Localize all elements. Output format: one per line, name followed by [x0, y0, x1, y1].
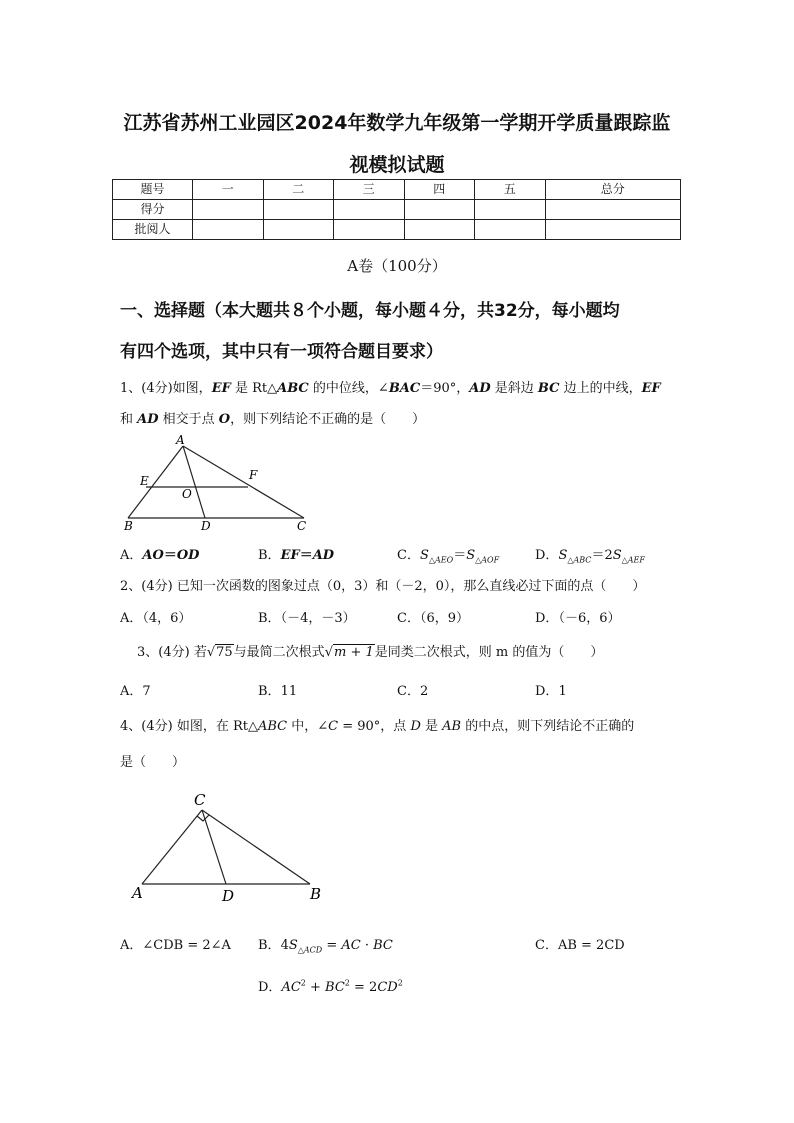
q1-option-c[interactable]: C．$S_{\triangle AEO}=S_{\triangle AOF}$ [397, 548, 500, 565]
score-table [112, 179, 681, 240]
label-d: D [222, 887, 235, 905]
score-cell[interactable] [193, 200, 264, 220]
label-a: A [176, 433, 185, 447]
label-f: F [249, 468, 258, 482]
score-cell[interactable] [404, 220, 475, 240]
q1-option-a[interactable]: A．AO＝OD [120, 548, 200, 563]
label-b: B [310, 885, 322, 903]
score-cell[interactable] [334, 220, 405, 240]
label-b: B [124, 519, 133, 533]
label-c: C [194, 791, 206, 809]
score-cell[interactable] [193, 220, 264, 240]
table-header: 四 [404, 180, 475, 200]
q2-option-a[interactable]: A．（4，6） [120, 611, 192, 626]
score-cell[interactable] [263, 220, 334, 240]
table-header: 三 [334, 180, 405, 200]
q1-option-b[interactable]: B．EF＝AD [258, 548, 335, 563]
q4-option-d[interactable]: D．$AC^2 + BC^2 = 2CD^2$ [258, 978, 403, 995]
q4-option-c[interactable]: C．AB = 2CD [535, 938, 625, 953]
q3-option-c[interactable]: C．2 [397, 684, 429, 699]
page-title: 江苏省苏州工业园区2024年数学九年级第一学期开学质量跟踪监 [123, 112, 671, 134]
segment-cd [202, 810, 226, 884]
page-title-line2: 视模拟试题 [349, 154, 445, 176]
question-1-line2: 和 AD 相交于点 O，则下列结论不正确的是（ ） [120, 412, 426, 427]
segment-ab [128, 446, 183, 518]
q2-option-c[interactable]: C．（6，9） [397, 611, 469, 626]
table-row [113, 220, 681, 240]
score-cell[interactable] [334, 200, 405, 220]
row-label: 批阅人 [113, 220, 193, 240]
table-header: 总分 [545, 180, 681, 200]
score-cell[interactable] [475, 200, 546, 220]
table-header: 题号 [113, 180, 193, 200]
q4-option-a[interactable]: A．∠CDB = 2∠A [120, 938, 231, 953]
score-cell[interactable] [545, 220, 681, 240]
label-c: C [297, 519, 307, 533]
score-cell[interactable] [404, 200, 475, 220]
score-cell[interactable] [475, 220, 546, 240]
q2-option-d[interactable]: D．（－6，6） [535, 611, 621, 626]
radical-75: √75 [206, 645, 233, 660]
question-2: 2、(4分) 已知一次函数的图象过点（0，3）和（－2，0），那么直线必过下面的点（ ） [120, 579, 646, 594]
table-header: 一 [193, 180, 264, 200]
label-o: O [182, 487, 192, 501]
section-heading-line2: 有四个选项，其中只有一项符合题目要求） [120, 342, 443, 362]
question-3: 3、(4分) 若√75与最简二次根式√m + 1是同类二次根式，则 m 的值为（ ） [137, 645, 604, 660]
volume-title: A卷（100分） [347, 257, 447, 275]
section-heading: 一、选择题（本大题共８个小题，每小题４分，共32分，每小题均 [120, 301, 620, 321]
label-d: D [201, 519, 211, 533]
label-a: A [132, 884, 143, 902]
table-header-row [113, 180, 681, 200]
q3-option-b[interactable]: B．11 [258, 684, 298, 699]
figure-q1-triangle [118, 432, 318, 538]
score-cell[interactable] [263, 200, 334, 220]
q3-option-d[interactable]: D．1 [535, 684, 567, 699]
question-4: 4、(4分) 如图，在 Rt△ABC 中，∠C = 90°，点 D 是 AB 的中点，则下列结论不正确的 [120, 719, 635, 734]
question-4-line2: 是（ ） [120, 755, 186, 770]
table-header: 五 [475, 180, 546, 200]
table-header: 二 [263, 180, 334, 200]
q4-option-b[interactable]: B．$4S_{\triangle ACD}$ = AC · BC [258, 938, 393, 955]
right-angle-mark [197, 815, 209, 821]
q3-option-a[interactable]: A．7 [120, 684, 151, 699]
label-e: E [140, 474, 149, 488]
q1-option-d[interactable]: D．$S_{\triangle ABC}=2S_{\triangle AEF}$ [535, 548, 645, 565]
figure-q4-triangle [128, 788, 328, 908]
radical-m-plus-1: √m + 1 [324, 645, 374, 660]
segment-cb [202, 810, 310, 884]
question-1: 1、(4分)如图，EF 是 Rt△ABC 的中位线，∠BAC＝90°，AD 是斜边 BC 边上的中线，EF [120, 381, 661, 396]
q2-option-b[interactable]: B．（－4，－3） [258, 611, 356, 626]
score-cell[interactable] [545, 200, 681, 220]
segment-ca [142, 810, 202, 884]
table-row [113, 200, 681, 220]
row-label: 得分 [113, 200, 193, 220]
